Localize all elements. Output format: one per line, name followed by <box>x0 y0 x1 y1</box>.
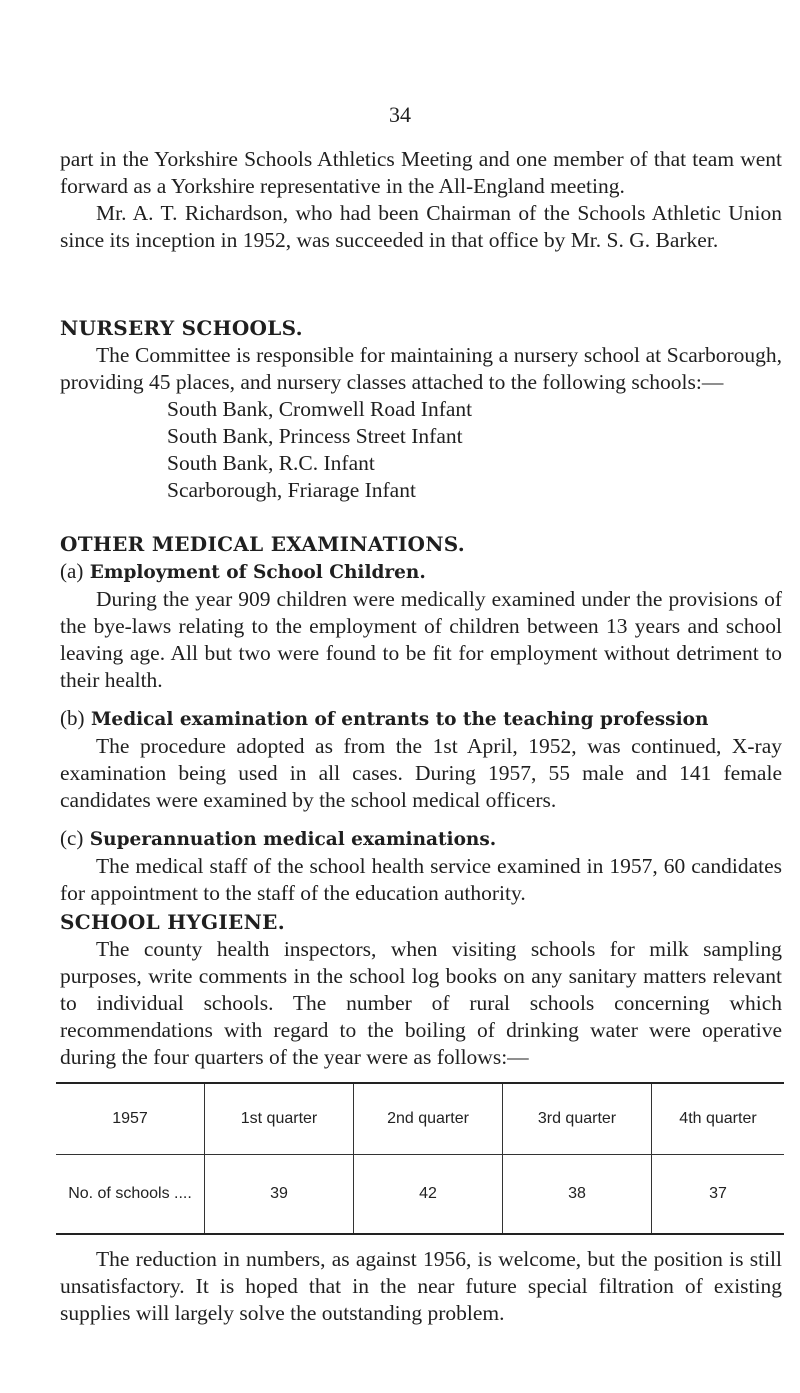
table-row <box>56 1155 784 1235</box>
subsection-c-text: The medical staff of the school health service examined in 1957, 60 candidates for appointment to the staff of the education authority. <box>60 854 782 905</box>
subsection-a-text: During the year 909 children were medically examined under the provisions of the bye-laws relating to the employment of children between 13 years and school leaving age. All but two were found to be fit for employment without detriment to their health. <box>60 587 782 692</box>
table-header-cell: 4th quarter <box>652 1083 785 1155</box>
hygiene-paragraph: The county health inspectors, when visiting schools for milk sampling purposes, write comments in the school log books on any sanitary matters relevant to individual schools. The number of rural schools concerning which recommendations with regard to the boiling of drinking water were operative during the four quarters of the year were as follows:— <box>60 937 782 1069</box>
subsection-b-title <box>60 705 782 733</box>
quarters-table <box>56 1082 784 1235</box>
table-header-cell: 3rd quarter <box>503 1083 652 1155</box>
page-number: 34 <box>389 102 411 127</box>
table-cell: 38 <box>503 1155 652 1235</box>
subsection-label: (b) <box>60 706 85 730</box>
closing-section <box>60 1246 782 1327</box>
table-header-cell: 2nd quarter <box>354 1083 503 1155</box>
table-cell: No. of schools .... <box>56 1155 205 1235</box>
hygiene-heading: SCHOOL HYGIENE. <box>60 910 285 934</box>
intro-paragraph-1: part in the Yorkshire Schools Athletics Meeting and one member of that team went forward as a Yorkshire representative in the All-England meeting. <box>60 147 782 198</box>
subsection-title: Medical examination of entrants to the teaching profession <box>90 709 709 730</box>
subsection-title: Superannuation medical examinations. <box>89 829 497 850</box>
intro-section <box>60 146 782 254</box>
subsection-label: (a) <box>60 559 84 583</box>
table-header-cell: 1st quarter <box>205 1083 354 1155</box>
other-exams-heading: OTHER MEDICAL EXAMINATIONS. <box>60 532 466 556</box>
subsection-c-title <box>60 825 782 853</box>
subsection-b-text: The procedure adopted as from the 1st April, 1952, was continued, X-ray examination being used in all cases. During 1957, 55 male and 141 female candidates were examined by the school medical officers. <box>60 734 782 812</box>
list-item: South Bank, Cromwell Road Infant <box>167 397 473 421</box>
nursery-heading: NURSERY SCHOOLS. <box>60 316 303 340</box>
hygiene-section <box>60 909 782 1071</box>
nursery-paragraph: The Committee is responsible for maintaining a nursery school at Scarborough, providing 45 places, and nursery classes attached to the following schools:— <box>60 343 782 394</box>
nursery-section <box>60 315 782 504</box>
intro-paragraph-2: Mr. A. T. Richardson, who had been Chairman of the Schools Athletic Union since its inception in 1952, was succeeded in that office by Mr. S. G. Barker. <box>60 201 782 252</box>
table-header-row <box>56 1083 784 1155</box>
list-item: South Bank, Princess Street Infant <box>167 424 463 448</box>
other-exams-section <box>60 531 782 907</box>
quarters-table-wrap <box>60 1082 782 1235</box>
nursery-school-list <box>60 396 782 504</box>
subsection-label: (c) <box>60 826 84 850</box>
table-header-cell: 1957 <box>56 1083 205 1155</box>
subsection-a-title <box>60 558 782 586</box>
subsection-title: Employment of School Children. <box>89 562 426 583</box>
list-item: Scarborough, Friarage Infant <box>167 478 416 502</box>
table-cell: 42 <box>354 1155 503 1235</box>
closing-paragraph: The reduction in numbers, as against 1956, is welcome, but the position is still unsatisfactory. It is hoped that in the near future special filtration of existing supplies will largely solve the outstanding problem. <box>60 1247 782 1325</box>
table-cell: 37 <box>652 1155 785 1235</box>
list-item: South Bank, R.C. Infant <box>167 451 375 475</box>
table-cell: 39 <box>205 1155 354 1235</box>
